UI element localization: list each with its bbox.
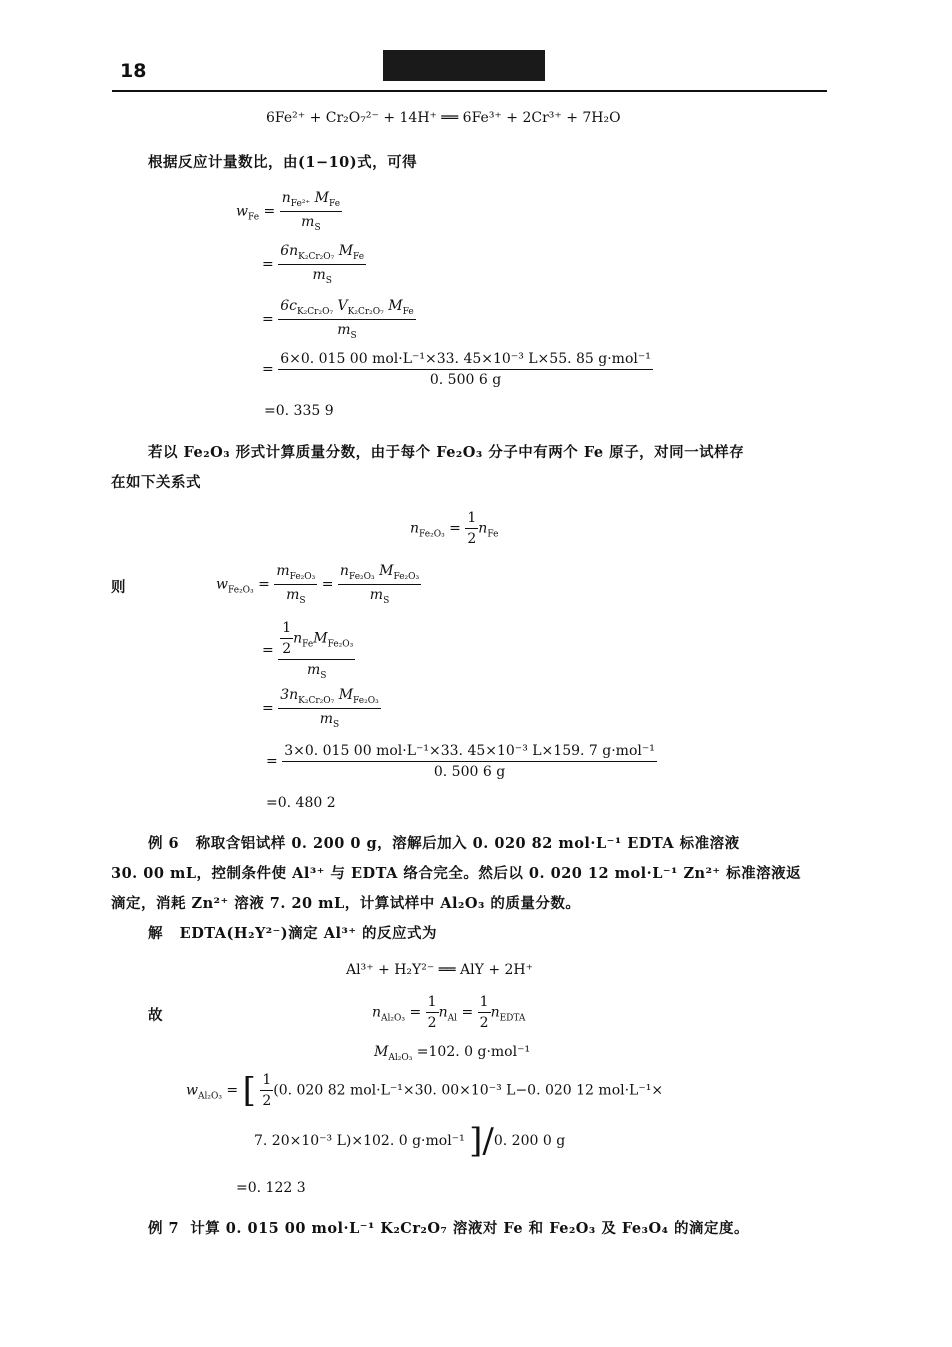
example-7-line: 例 7 计算 0. 015 00 mol·L⁻¹ K₂Cr₂O₇ 溶液对 Fe 和 Fe₂O₃ 及 Fe₃O₄ 的滴定度。: [148, 1220, 749, 1237]
example-6-line-3: 滴定，消耗 Zn²⁺ 溶液 7. 20 mL，计算试样中 Al₂O₃ 的质量分数。: [111, 895, 581, 912]
n-al2o3-equation: $n_{Al_2O_3}$ = $\frac{1}{2}$ $n_{Al}$ = $\frac{1}{2}$ $n_{EDTA}$: [372, 994, 526, 1031]
page-number: 18: [120, 60, 147, 82]
w-fe2o3-equation-2: = $\frac{1}{2}$ $n_{Fe}M_{Fe_2O_3}$ $m_S$: [262, 620, 354, 681]
w-fe-result: =0. 335 9: [264, 403, 334, 419]
reaction-equation-2: Al³⁺ + H₂Y²⁻ ══ AlY + 2H⁺: [346, 962, 534, 978]
w-fe-equation-1: $w_{Fe}$ = $\frac{n_{Fe^{2+}} M_{Fe}}{m_S}$: [236, 190, 341, 233]
paragraph-1: 根据反应计量数比，由(1−10)式，可得: [148, 154, 418, 171]
example-7-label: 例 7: [148, 1220, 180, 1237]
m-al2o3-equation: $M_{Al_2O_3} =102$. 0 g·mol⁻¹: [374, 1044, 531, 1063]
relation-equation: $n_{Fe_2O_3}$ = $\frac{1}{2}$ $n_{Fe}$: [410, 510, 499, 547]
label-gu: 故: [148, 1007, 163, 1024]
w-fe2o3-equation-4: = $\frac{\text{3×0. 015 00 mol·L⁻¹×33. 45×10⁻³ L×159. 7 g·mol⁻¹}}{0. 500 6 g}$: [266, 743, 655, 780]
example-6-line-1: 例 6 称取含铝试样 0. 200 0 g，溶解后加入 0. 020 82 mol·L⁻¹ EDTA 标准溶液: [148, 835, 740, 852]
w-al2o3-equation-line-2: 7. 20×10⁻³ L)×102. 0 g·mol⁻¹ ]/0. 200 0 g: [254, 1121, 566, 1161]
w-al2o3-result: =0. 122 3: [236, 1180, 306, 1196]
w-fe-equation-4: = $\frac{\text{6×0. 015 00 mol·L⁻¹×33. 45×10⁻³ L×55. 85 g·mol⁻¹}}{0. 500 6 g}$: [262, 351, 651, 388]
reaction-equation-1: 6Fe²⁺ + Cr₂O₇²⁻ + 14H⁺ ══ 6Fe³⁺ + 2Cr³⁺ + 7H₂O: [266, 110, 621, 126]
w-fe2o3-equation-1: $w_{Fe_2O_3}$ = $\frac{m_{Fe_2O_3}}{m_S}$ = $\frac{n_{Fe_2O_3} M_{Fe_2O_3}}{m_S}$: [216, 563, 420, 606]
w-al2o3-equation-line-1: $w_{Al_2O_3}$ = [ $\frac{1}{2}$ (0. 020 82 mol·L⁻¹×30. 00×10⁻³ L−0. 020 12 mol·L⁻¹×: [186, 1070, 664, 1111]
solution-label: 解: [148, 925, 163, 942]
w-fe2o3-equation-3: = $\frac{3n_{K_2Cr_2O_7} M_{Fe_2O_3}}{m_S}$: [262, 687, 379, 730]
solution-line: 解 EDTA(H₂Y²⁻)滴定 Al³⁺ 的反应式为: [148, 925, 438, 942]
example-6-label: 例 6: [148, 835, 180, 852]
w-fe-equation-3: = $\frac{6c_{K_2Cr_2O_7} V_{K_2Cr_2O_7} M_{Fe}}{m_S}$: [262, 298, 414, 341]
paragraph-2-line-1: 若以 Fe₂O₃ 形式计算质量分数，由于每个 Fe₂O₃ 分子中有两个 Fe 原子，对同一试样存: [148, 444, 745, 461]
w-fe2o3-result: =0. 480 2: [266, 795, 336, 811]
paragraph-2-line-2: 在如下关系式: [111, 474, 201, 491]
w-fe-equation-2: = $\frac{6n_{K_2Cr_2O_7} M_{Fe}}{m_S}$: [262, 243, 365, 286]
label-ze: 则: [111, 579, 126, 596]
header-title-bar: [383, 50, 545, 81]
example-6-line-2: 30. 00 mL，控制条件使 Al³⁺ 与 EDTA 络合完全。然后以 0. 020 12 mol·L⁻¹ Zn²⁺ 标准溶液返: [111, 865, 802, 882]
header-rule: [112, 90, 827, 92]
